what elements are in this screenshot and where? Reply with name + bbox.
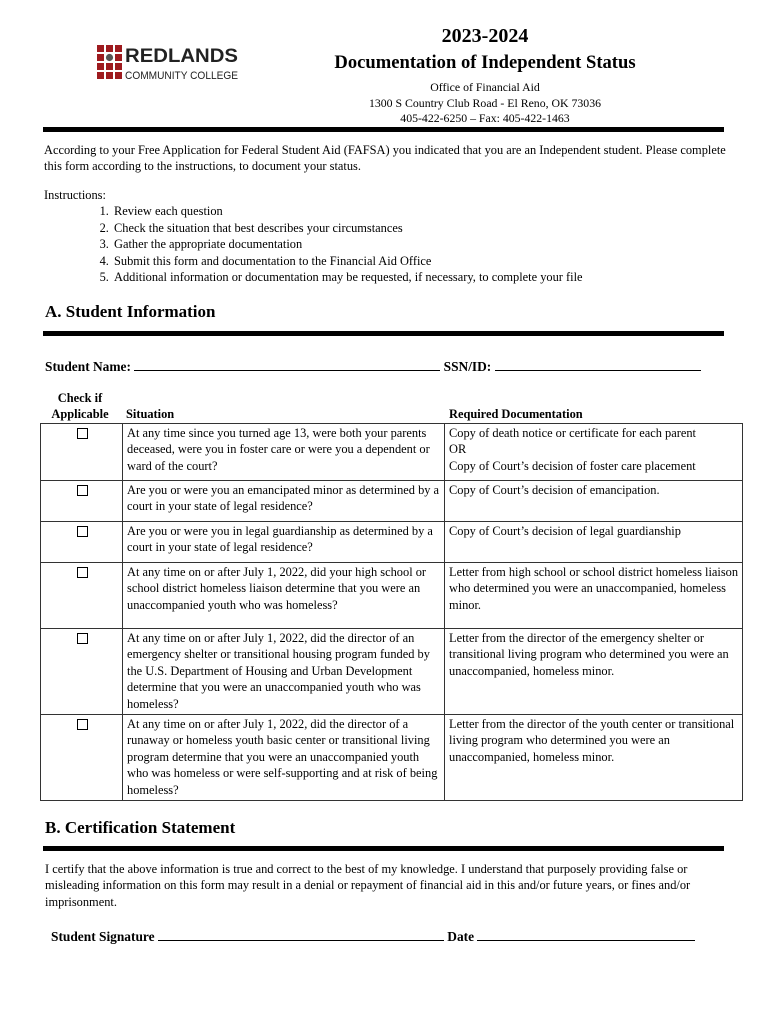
documentation-line: OR [449,442,467,457]
ssn-field[interactable] [495,357,701,371]
document-header [300,24,670,127]
signature-field[interactable] [158,927,444,941]
documentation-line: Letter from the director of the youth center or transitional living program who determined you were an unaccompanied, homeless minor. [449,717,735,764]
situation-cell: At any time on or after July 1, 2022, did the director of an emergency shelter or transitional housing program funded by the U.S. Department of Housing and Urban Development determine that you were an unaccompanied youth who was homeless? [123,629,445,715]
documentation-cell [445,481,743,522]
redlands-logo-mark [97,45,247,85]
instructions-label: Instructions: [44,188,106,202]
documentation-cell [445,715,743,801]
check-cell [41,424,123,481]
section-a-heading: A. Student Information [45,302,216,321]
col-header-documentation: Required Documentation [449,407,583,421]
logo-name-top: REDLANDS [125,46,238,67]
instruction-step: 2. Check the situation that best describes your circumstances [112,220,734,236]
table-row [41,522,743,563]
check-cell [41,481,123,522]
header-divider [43,127,724,132]
check-cell [41,563,123,629]
intro-paragraph: According to your Free Application for Federal Student Aid (FAFSA) you indicated that you are an Independent student. Please complete this form according to the instructions, to document your status. [44,143,726,174]
office-phone: 405-422-6250 – Fax: 405-422-1463 [400,111,570,125]
situation-checkbox[interactable] [77,485,88,496]
documentation-cell [445,522,743,563]
table-row [41,481,743,522]
ssn-label: SSN/ID: [443,359,492,374]
table-row [41,629,743,715]
documentation-line: Copy of Court’s decision of legal guardianship [449,524,681,538]
instructions-list [44,203,734,285]
situation-checkbox[interactable] [77,719,88,730]
situation-checkbox[interactable] [77,633,88,644]
logo-name-bottom: COMMUNITY COLLEGE [125,70,238,82]
situation-cell: At any time since you turned age 13, were both your parents deceased, were you in foster care or were you a dependent or ward of the court? [123,424,445,481]
documentation-cell [445,563,743,629]
signature-row [51,927,695,946]
situation-checkbox[interactable] [77,567,88,578]
check-cell [41,629,123,715]
documentation-line: Letter from high school or school district homeless liaison who determined you were an unaccompanied, homeless minor. [449,565,739,612]
instruction-step: 1. Review each question [112,203,734,219]
section-b-heading: B. Certification Statement [45,818,236,837]
student-name-field[interactable] [134,357,440,371]
col-header-check-line1: Check if [57,391,103,405]
documentation-cell [445,629,743,715]
documentation-line: Copy of death notice or certificate for each parent [449,426,697,440]
section-a-divider [43,331,724,336]
date-label: Date [447,929,475,944]
section-b-divider [43,846,724,851]
table-row [41,424,743,481]
check-cell [41,522,123,563]
signature-label: Student Signature [51,929,155,944]
form-year: 2023-2024 [441,25,529,47]
office-address: 1300 S Country Club Road - El Reno, OK 73036 [368,95,601,110]
situation-table [40,423,743,801]
table-row [41,715,743,801]
situation-checkbox[interactable] [77,526,88,537]
instruction-step: 4. Submit this form and documentation to the Financial Aid Office [112,253,734,269]
situation-checkbox[interactable] [77,428,88,439]
documentation-line: Copy of Court’s decision of foster care placement [449,458,696,473]
college-logo [97,45,247,85]
table-row [41,563,743,629]
office-name: Office of Financial Aid [430,80,540,94]
certification-statement: I certify that the above information is true and correct to the best of my knowledge. I understand that purposely providing false or misleading information on this form may result in a denial or repayment of financial aid in this and/or future years, or fines and/or imprisonment. [45,862,691,909]
check-cell [41,715,123,801]
situation-cell: At any time on or after July 1, 2022, did your high school or school district homeless liaison determine that you were an unaccompanied youth who was homeless? [123,563,445,629]
col-header-check [46,390,114,422]
instructions [44,187,734,285]
documentation-line: Letter from the director of the emergency shelter or transitional living program who determined you were an unaccompanied, homeless minor. [449,631,729,678]
instruction-step: 3. Gather the appropriate documentation [112,236,734,252]
situation-cell: Are you or were you an emancipated minor as determined by a court in your state of legal residence? [123,481,445,522]
col-header-situation: Situation [126,407,175,421]
documentation-cell [445,424,743,481]
student-info-row [45,357,701,376]
instruction-step: 5. Additional information or documentation may be requested, if necessary, to complete your file [112,269,734,285]
situation-cell: At any time on or after July 1, 2022, did the director of a runaway or homeless youth basic center or transitional living program determine that you were an unaccompanied youth who was homeless or were self-supporting and at risk of being homeless? [123,715,445,801]
date-field[interactable] [477,927,695,941]
form-title: Documentation of Independent Status [334,52,636,73]
situation-cell: Are you or were you in legal guardianship as determined by a court in your state of legal residence? [123,522,445,563]
col-header-check-line2: Applicable [51,407,109,421]
documentation-line: Copy of Court’s decision of emancipation. [449,483,660,497]
student-name-label: Student Name: [45,359,131,374]
